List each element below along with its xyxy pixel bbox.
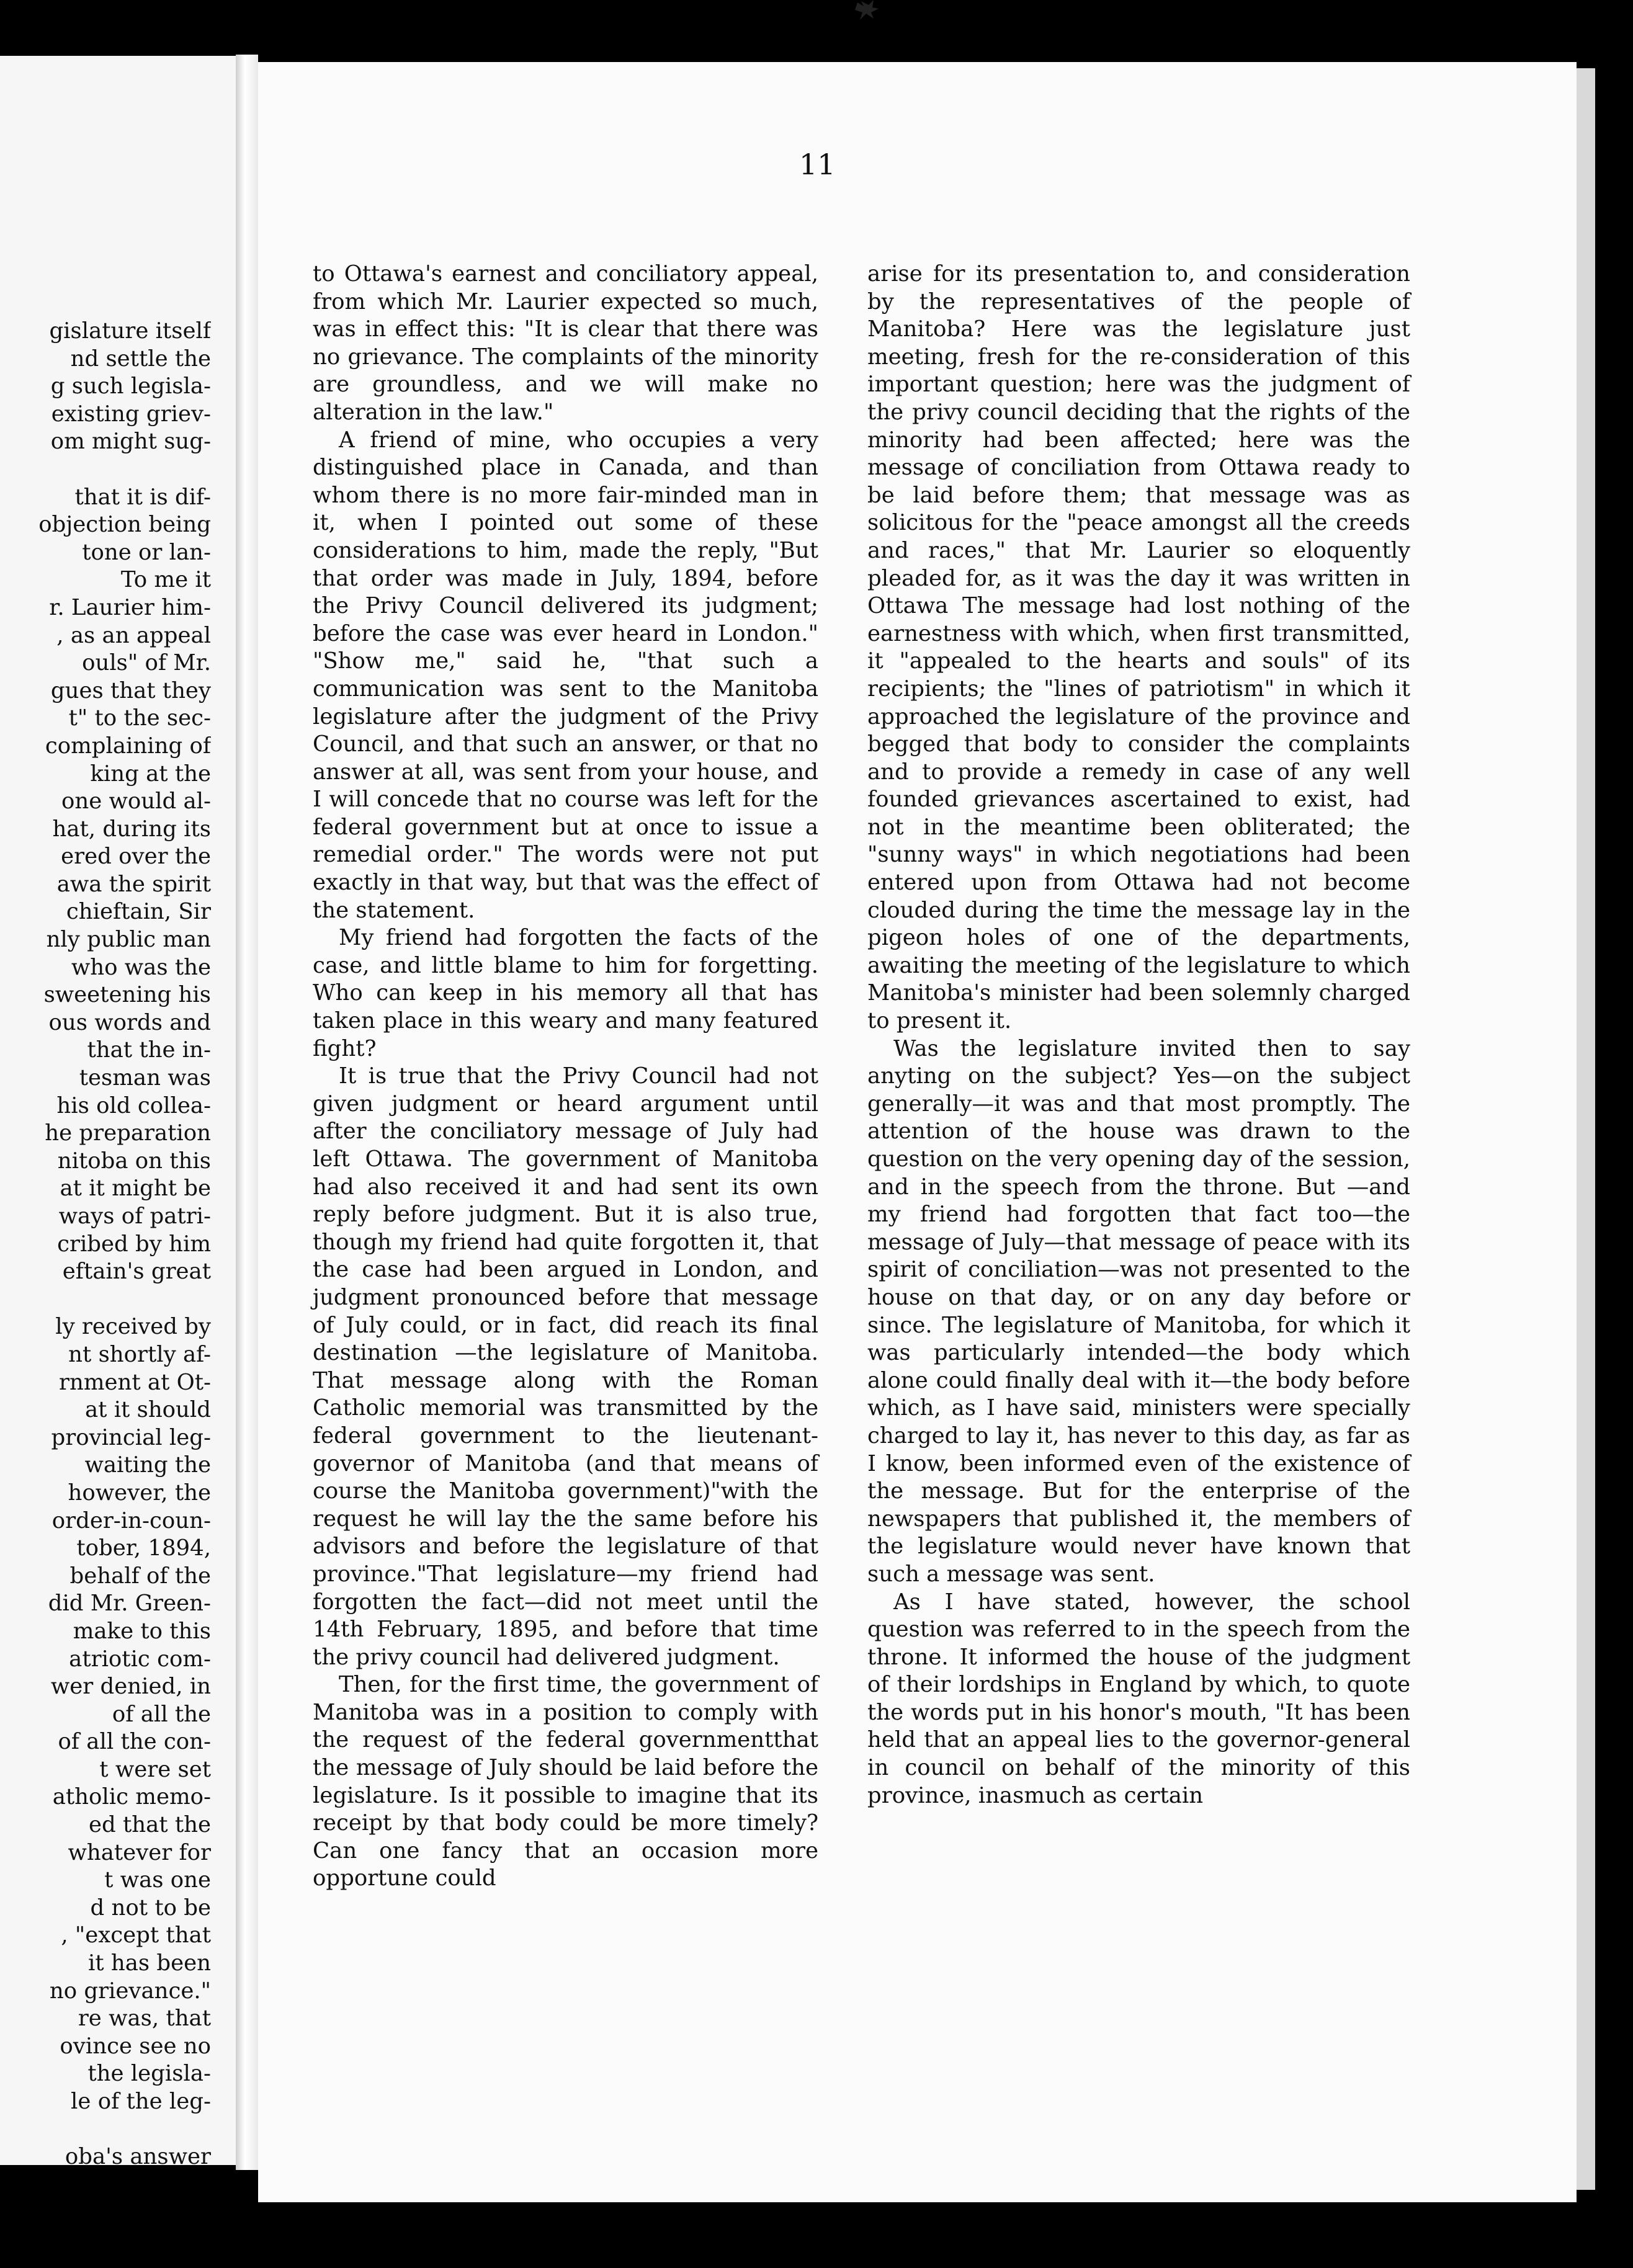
left-fragment-line: who was the — [71, 954, 211, 980]
left-fragment-line: nt shortly af- — [68, 1341, 211, 1367]
left-fragment-line: that the in- — [87, 1037, 211, 1063]
left-fragment-line: , as an appeal — [56, 622, 211, 648]
left-fragment-line: his old collea- — [56, 1092, 211, 1118]
left-fragment-line: om might sug- — [50, 429, 211, 455]
left-fragment-line: no grievance." — [49, 1978, 211, 2004]
left-fragment-line: gues that they — [50, 677, 211, 703]
page-edge — [1577, 68, 1595, 2190]
left-fragment-line: t" to the sec- — [68, 705, 211, 731]
left-fragment-line: oba's answer — [65, 2144, 211, 2165]
paragraph: My friend had forgotten the facts of the case, and little blame to him for forgetting. Who can keep in his memory all that has taken place in this weary and many featured fight? — [313, 925, 818, 1061]
left-fragment-line: it has been — [87, 1950, 211, 1976]
left-fragment-line: ered over the — [61, 844, 211, 870]
left-fragment-line: of all the con- — [58, 1729, 211, 1755]
left-fragment-line: atriotic com- — [69, 1646, 211, 1672]
left-facing-page — [0, 56, 236, 2165]
left-fragment-line: king at the — [90, 761, 211, 787]
ink-blot-mark — [855, 0, 880, 21]
paragraph: arise for its presentation to, and consideration by the representatives of the people of Manitoba? Here was the legislature just meeting, fresh for the re-consideration of this important question; here was the judgment of the privy council deciding that the rights of the minority had been affected; here was the message of conciliation from Ottawa ready to be laid before them; that message was as solicitous for the "peace amongst all the creeds and races," that Mr. Laurier so eloquently pleaded for, as it was the day it was written in Ottawa The message had lost nothing of the earnestness with which, when first transmitted, it "appealed to the hearts and souls" of its recipients; the "lines of patriotism" in which it approached the legislature of the province and begged that body to consider the complaints and to provide a remedy in case of any well founded grievances ascertained to exist, had not in the meantime been obliterated; the "sunny ways" in which negotiations had been entered upon from Ottawa had not become clouded during the time the message lay in the pigeon holes of one of the departments, awaiting the meeting of the legislature to which Manitoba's minister had been solemnly charged to present it. — [867, 261, 1410, 1034]
paragraph: Then, for the first time, the government of Manitoba was in a position to comply with the request of the federal governmentthat the message of July should be laid before the legislature. Is it possible to imagine that its receipt by that body could be more timely? Can one fancy that an occasion more opportune could — [313, 1672, 818, 1891]
left-fragment-line: chieftain, Sir — [66, 899, 211, 925]
left-fragment-line: ly received by — [55, 1314, 211, 1340]
left-fragment-line: order-in-coun- — [51, 1507, 211, 1534]
paragraph: to Ottawa's earnest and conciliatory appeal, from which Mr. Laurier expected so much, was in effect this: "It is clear that there was no grievance. The complaints of the minority are groundless, and we will make no alteration in the law." — [313, 261, 818, 425]
left-fragment-line: that it is dif- — [74, 484, 211, 510]
paragraph: A friend of mine, who occupies a very distinguished place in Canada, and than whom there is no more fair-minded man in it, when I pointed out some of these considerations to him, made the reply, "But that order was made in July, 1894, before the Privy Council delivered its judgment; before the case was ever heard in London." "Show me," said he, "that such a communication was sent to the Manitoba legislature after the judgment of the Privy Council, and that such an answer, or that no answer at all, was sent from your house, and I will concede that no course was left for the federal government but at once to issue a remedial order." The words were not put exactly in that way, but that was the effect of the statement. — [313, 427, 818, 923]
left-fragment-line: existing griev- — [51, 401, 211, 427]
left-fragment-line: however, the — [68, 1480, 211, 1506]
left-fragment-line: objection being — [38, 512, 211, 538]
left-fragment-line: sweetening his — [43, 982, 211, 1008]
left-fragment-line: waiting the — [84, 1452, 211, 1478]
left-fragment-line — [0, 456, 211, 484]
left-fragment-line: cribed by him — [57, 1231, 211, 1257]
left-fragment-line: atholic memo- — [52, 1784, 211, 1810]
left-fragment-line: ways of patri- — [58, 1203, 211, 1229]
left-fragment-line: t were set — [99, 1756, 211, 1782]
left-fragment-line: rnment at Ot- — [59, 1369, 211, 1395]
left-fragment-line: , "except that — [61, 1922, 211, 1949]
left-fragment-line: of all the — [112, 1701, 211, 1727]
text-column-1 — [313, 261, 818, 1893]
left-fragment-line: ouls" of Mr. — [82, 650, 211, 676]
left-fragment-line: at it might be — [60, 1176, 211, 1202]
left-fragment-line: eftain's great — [62, 1259, 211, 1285]
left-fragment-line: did Mr. Green- — [48, 1591, 211, 1617]
left-fragment-line: tober, 1894, — [76, 1535, 211, 1561]
paragraph: Was the legislature invited then to say anyting on the subject? Yes—on the subject generally—it was and that most promptly. The attention of the house was drawn to the question on the very opening day of the session, and in the speech from the throne. But —and my friend had forgotten that fact too—the message of July—that message of peace with its spirit of conciliation—was not presented to the house on that day, or on any day before or since. The legislature of Manitoba, for which it was particularly intended—the body which alone could finally deal with it—the body before which, as I have said, ministers were specially charged to lay it, has never to this day, as far as I know, been informed even of the existence of the message. But for the enterprise of the newspapers that published it, the members of the legislature would never have known that such a message was sent. — [867, 1035, 1410, 1587]
left-fragment-line: tone or lan- — [82, 539, 211, 565]
left-fragment-line: le of the leg- — [71, 2089, 211, 2114]
left-fragment-line — [0, 2116, 211, 2144]
page-number: 11 — [799, 148, 836, 181]
left-fragment-line: ous words and — [48, 1009, 211, 1035]
paragraph: As I have stated, however, the school question was referred to in the speech from the throne. It informed the house of the judgment of their lordships in England by which, to quote the words put in his honor's mouth, "It has been held that an appeal lies to the governor-general in council on behalf of the minority of this province, inasmuch as certain — [867, 1589, 1410, 1808]
left-fragment-line: provincial leg- — [51, 1424, 211, 1450]
left-fragment-line: ovince see no — [60, 2033, 211, 2059]
left-fragment-line: d not to be — [90, 1895, 211, 1921]
left-fragment-line: nitoba on this — [57, 1148, 211, 1174]
paragraph: It is true that the Privy Council had not given judgment or heard argument until after the conciliatory message of July had left Ottawa. The government of Manitoba had also received it and had sent its own reply before judgment. But it is also true, though my friend had quite forgotten it, that the case had been argued in London, and judgment pronounced before that message of July could, or in fact, did reach its final destination —the legislature of Manitoba. That message along with the Roman Catholic memorial was transmitted by the federal government to the lieutenant-governor of Manitoba (and that means of course the Manitoba government)"with the request he will lay the the same before his advisors and before the legislature of that province."That legislature—my friend had forgotten the fact—did not meet until the 14th February, 1895, and before that time the privy council had delivered judgment. — [313, 1063, 818, 1670]
left-fragment-line: r. Laurier him- — [49, 594, 211, 620]
left-fragment-line: he preparation — [45, 1120, 211, 1146]
left-fragment-line: nly public man — [46, 927, 211, 953]
text-column-2 — [867, 261, 1410, 1810]
left-fragment-line: behalf of the — [69, 1563, 211, 1589]
left-fragment-line: nd settle the — [70, 346, 211, 372]
left-fragment-line: awa the spirit — [56, 871, 211, 897]
left-fragment-line: whatever for — [68, 1839, 211, 1865]
left-fragment-line — [0, 1286, 211, 1314]
left-fragment-line: t was one — [104, 1867, 211, 1893]
left-page-text-fragments — [0, 318, 211, 2165]
left-fragment-line: gislature itself — [49, 318, 211, 344]
left-fragment-line: complaining of — [45, 733, 211, 759]
left-fragment-line: make to this — [73, 1618, 211, 1644]
left-fragment-line: wer denied, in — [50, 1674, 211, 1700]
left-fragment-line: at it should — [84, 1397, 211, 1423]
left-fragment-line: re was, that — [78, 2006, 211, 2032]
left-fragment-line: tesman was — [79, 1065, 211, 1091]
book-gutter — [236, 55, 258, 2170]
left-fragment-line: g such legisla- — [50, 373, 211, 400]
left-fragment-line: the legisla- — [87, 2061, 211, 2087]
left-fragment-line: one would al- — [61, 788, 211, 815]
left-fragment-line: ed that the — [88, 1812, 211, 1838]
left-fragment-line: hat, during its — [52, 816, 211, 842]
left-fragment-line: To me it — [120, 567, 211, 593]
